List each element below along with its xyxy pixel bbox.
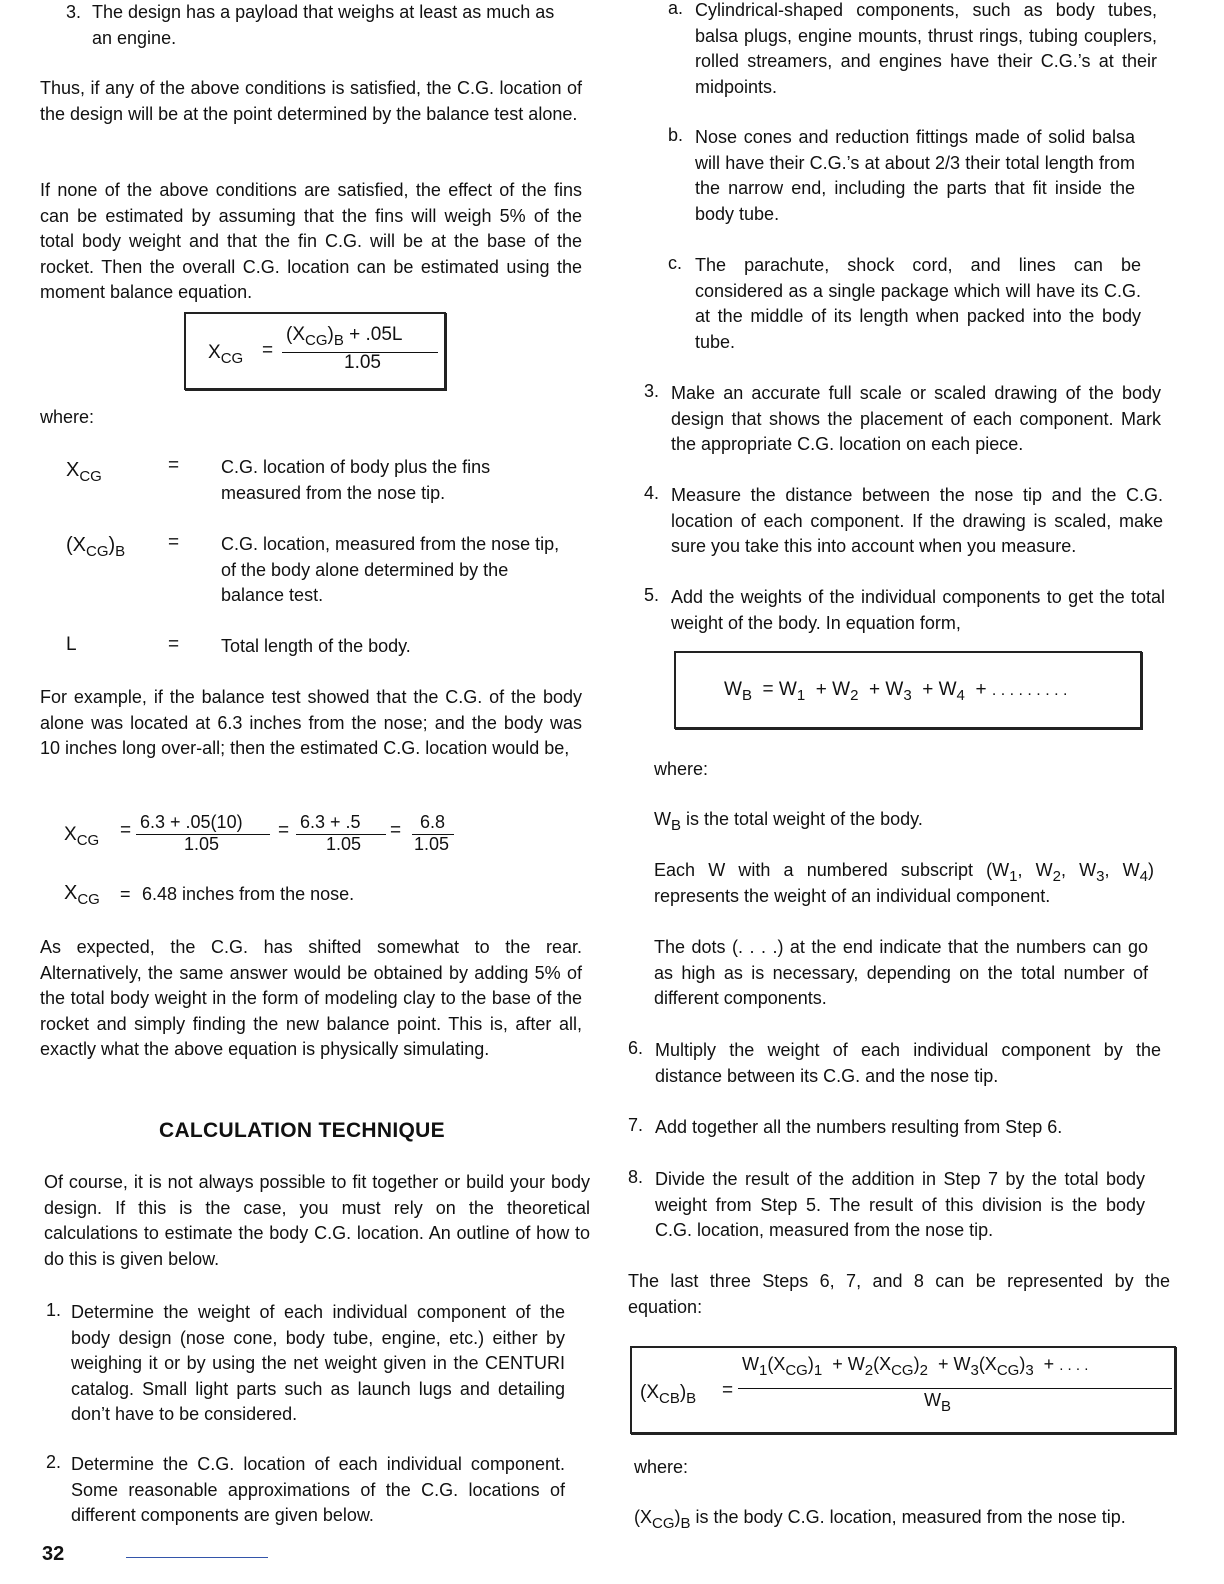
wb-definition: $W_B$ is the total weight of the body. — [654, 809, 923, 834]
definition-l — [40, 634, 588, 662]
eq-rhs: 6.48 inches from the nose. — [142, 884, 355, 904]
definition-text: C.G. location, measured from the nose tip, of the body alone determined by the balance test. — [221, 534, 560, 605]
definition-text: C.G. location of body plus the fins measured from the nose tip. — [221, 457, 491, 503]
step-number: 5. — [644, 585, 660, 605]
step-text: Add the weights of the individual components to get the total weight of the body. In equation form, — [671, 587, 1165, 633]
step-text: Make an accurate full scale or scaled drawing of the body design that shows the placement of each component. Mark the appropriate C.G. location on each piece. — [671, 383, 1161, 454]
xcg-definition: $(X_{CG})_B$ is the body C.G. location, measured from the nose tip. — [634, 1507, 1126, 1532]
eq-lhs: $X_{CG}$ — [64, 882, 100, 908]
definition-text: Total length of the body. — [221, 636, 411, 656]
eq-denominator-1: 1.05 — [184, 834, 220, 854]
eq-denominator-3: 1.05 — [414, 834, 450, 854]
eq-weight-sum: $W_B = W_1 + W_2 + W_3 + W_4$ + . . . . . . . . . — [724, 679, 1068, 704]
where-label-1: where: — [654, 759, 709, 779]
item-letter: a. — [668, 0, 684, 18]
step-number: 3. — [644, 381, 660, 401]
definition-symbol: $X_{CG}$ — [66, 459, 102, 485]
eq-equals-1: = — [120, 820, 132, 841]
definition-equals: = — [168, 455, 180, 476]
eq-denominator: 1.05 — [344, 352, 381, 373]
paragraph-thus: Thus, if any of the above conditions is satisfied, the C.G. location of the design will be at the point determined by the balance test alone. — [40, 78, 582, 124]
where-label-2: where: — [634, 1457, 689, 1477]
where-label: where: — [40, 407, 95, 427]
eq-numerator: $(X_{CG})_B + .05L$ — [286, 324, 403, 349]
eq-lhs: $X_{CG}$ — [208, 342, 244, 367]
page-number: 32 — [42, 1543, 65, 1565]
eq-equals: = — [722, 1380, 734, 1401]
step-number: 2. — [46, 1452, 62, 1472]
eq-equals-2: = — [278, 820, 290, 841]
each-w-paragraph — [654, 858, 1154, 909]
definition-xcg — [40, 455, 588, 503]
equation-box-xcg — [184, 312, 446, 390]
paragraph-expected: As expected, the C.G. has shifted somewhat to the rear. Alternatively, the same answer would be obtained by adding 5% of the total body weight in the form of modeling clay to the base of the rocket and simply finding the new balance point. This is, after all, exactly what the above equation is physically simulating. — [40, 937, 582, 1059]
eq-denominator: $W_B$ — [924, 1390, 952, 1415]
step-number: 1. — [46, 1300, 62, 1320]
definition-equals: = — [168, 634, 180, 655]
eq-numerator-2: 6.3 + .5 — [300, 812, 361, 832]
paragraph-dots: The dots (. . . .) at the end indicate that the numbers can go as high as is necessary, depending on the total number of different components. — [654, 937, 1148, 1008]
paragraph-example: For example, if the balance test showed that the C.G. of the body alone was located at 6.3 inches from the nose; and the body was 10 inches long over-all; then the estimated C.G. location would be, — [40, 687, 582, 758]
step-text: Determine the weight of each individual component of the body design (nose cone, body tube, engine, etc.) either by weighing it or by using the net weight given in the CENTURI catalog. Small light parts such as launch lugs and detailing don’t have to be considered. — [71, 1302, 565, 1424]
equation-box-cg — [630, 1346, 1176, 1434]
eq-numerator-1: 6.3 + .05(10) — [140, 812, 243, 832]
item-letter: b. — [668, 125, 684, 145]
eq-equals: = — [262, 340, 274, 361]
definition-symbol: $(X_{CG})_B$ — [66, 534, 126, 560]
item-text: Nose cones and reduction fittings made of solid balsa will have their C.G.’s at about 2/3 their total length from the narrow end, including the parts that fit inside the body tube. — [695, 127, 1135, 224]
eq-denominator-2: 1.05 — [326, 834, 362, 854]
item-letter: c. — [668, 253, 683, 273]
eq-numerator-3: 6.8 — [420, 812, 446, 832]
step-number: 6. — [628, 1038, 644, 1058]
footer-rule — [126, 1557, 268, 1558]
step-number: 7. — [628, 1115, 644, 1135]
step-text: Divide the result of the addition in Step 7 by the total body weight from Step 5. The result of this division is the body C.G. location, measured from the nose tip. — [655, 1169, 1145, 1240]
step-text: Multiply the weight of each individual component by the distance between its C.G. and the nose tip. — [655, 1040, 1161, 1086]
eq-lhs: $X_{CG}$ — [64, 824, 100, 849]
equation-box-wb — [674, 651, 1142, 729]
item-text: Cylindrical-shaped components, such as body tubes, balsa plugs, engine mounts, thrust rings, tubing couplers, rolled streamers, and engines have their C.G.’s at their midpoints. — [695, 0, 1157, 97]
definition-symbol: L — [66, 634, 77, 655]
step-number: 8. — [628, 1167, 644, 1187]
section-heading: CALCULATION TECHNIQUE — [159, 1119, 445, 1142]
definition-xcg-b — [40, 532, 588, 605]
item-text: The design has a payload that weighs at least as much as an engine. — [92, 2, 555, 48]
fraction-bar — [738, 1388, 1172, 1389]
eq-equals: = — [120, 884, 131, 904]
step-number: 4. — [644, 483, 660, 503]
eq-equals-3: = — [390, 820, 402, 841]
item-number: 3. — [66, 2, 82, 22]
item-text: The parachute, shock cord, and lines can be considered as a single package which will have its C.G. at the middle of its length when packed into the body tube. — [695, 255, 1141, 352]
definition-equals: = — [168, 532, 180, 553]
equation-example — [64, 812, 494, 862]
step-text: Determine the C.G. location of each individual component. Some reasonable approximations of the C.G. locations of different components are given below. — [71, 1454, 565, 1525]
step-text: Add together all the numbers resulting from Step 6. — [655, 1117, 1063, 1137]
eq-numerator: $W_1(X_{CG})_1 + W_2(X_{CG})_2 + W_3(X_{CG})_3$ + . . . . — [742, 1354, 1089, 1379]
paragraph-of-course: Of course, it is not always possible to fit together or build your body design. If this is the case, you must rely on the theoretical calculations to estimate the body C.G. location. An outline of how to do this is given below. — [44, 1172, 590, 1269]
step-text: Measure the distance between the nose tip and the C.G. location of each component. If the drawing is scaled, make sure you take this into account when you measure. — [671, 485, 1163, 556]
paragraph-none-satisfied: If none of the above conditions are satisfied, the effect of the fins can be estimated by assuming that the fins will weigh 5% of the total body weight and that the fin C.G. will be at the base of the rocket. Then the overall C.G. location can be estimated using the moment balance equation. — [40, 180, 582, 302]
eq-lhs: $(X_{CB})_B$ — [640, 1382, 697, 1407]
paragraph-last-three: The last three Steps 6, 7, and 8 can be represented by the equation: — [628, 1271, 1170, 1317]
equation-result — [64, 882, 464, 914]
each-w-line-1: Each W with a numbered subscript ($W_1$, $W_2$, $W_3$, $W_4$) — [654, 860, 1155, 885]
each-w-line-2: represents the weight of an individual component. — [654, 885, 1051, 906]
